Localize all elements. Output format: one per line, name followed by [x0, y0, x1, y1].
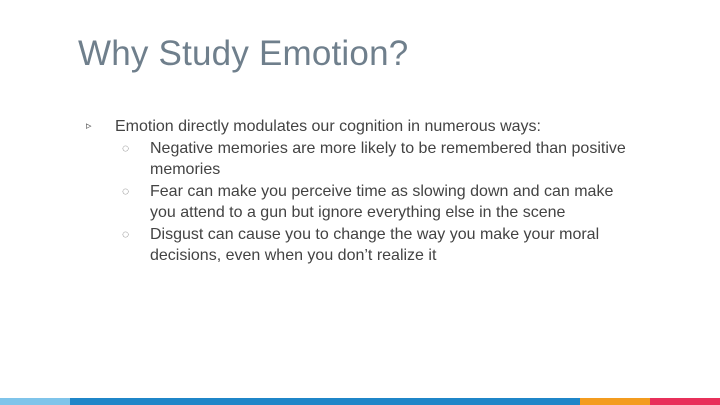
- bottom-color-bar: [0, 398, 720, 405]
- bullet-text: Emotion directly modulates our cognition in numerous ways:: [115, 118, 541, 135]
- triangle-bullet-icon: ▹: [86, 120, 92, 132]
- sub-bullet-item: [86, 224, 626, 267]
- sub-bullet-text: Negative memories are more likely to be remembered than positive memories: [150, 139, 626, 178]
- sub-bullet-item: [86, 181, 626, 224]
- circle-bullet-icon: ◌: [122, 183, 130, 198]
- sub-bullet-list: [86, 138, 626, 267]
- circle-bullet-icon: ◌: [122, 140, 130, 155]
- sub-bullet-text: Disgust can cause you to change the way you make your moral decisions, even when you don’t realize it: [150, 225, 600, 264]
- bar-segment-red: [650, 398, 720, 405]
- circle-bullet-icon: ◌: [122, 226, 130, 241]
- sub-bullet-text: Fear can make you perceive time as slowing down and can make you attend to a gun but ignore everything else in the scene: [150, 182, 614, 221]
- bullet-item: [86, 116, 626, 138]
- bar-segment-orange: [580, 398, 650, 405]
- slide-body: [86, 116, 626, 267]
- bar-segment-blue: [70, 398, 580, 405]
- bar-segment-light-blue: [0, 398, 70, 405]
- slide-title: Why Study Emotion?: [78, 34, 409, 73]
- sub-bullet-item: [86, 138, 626, 181]
